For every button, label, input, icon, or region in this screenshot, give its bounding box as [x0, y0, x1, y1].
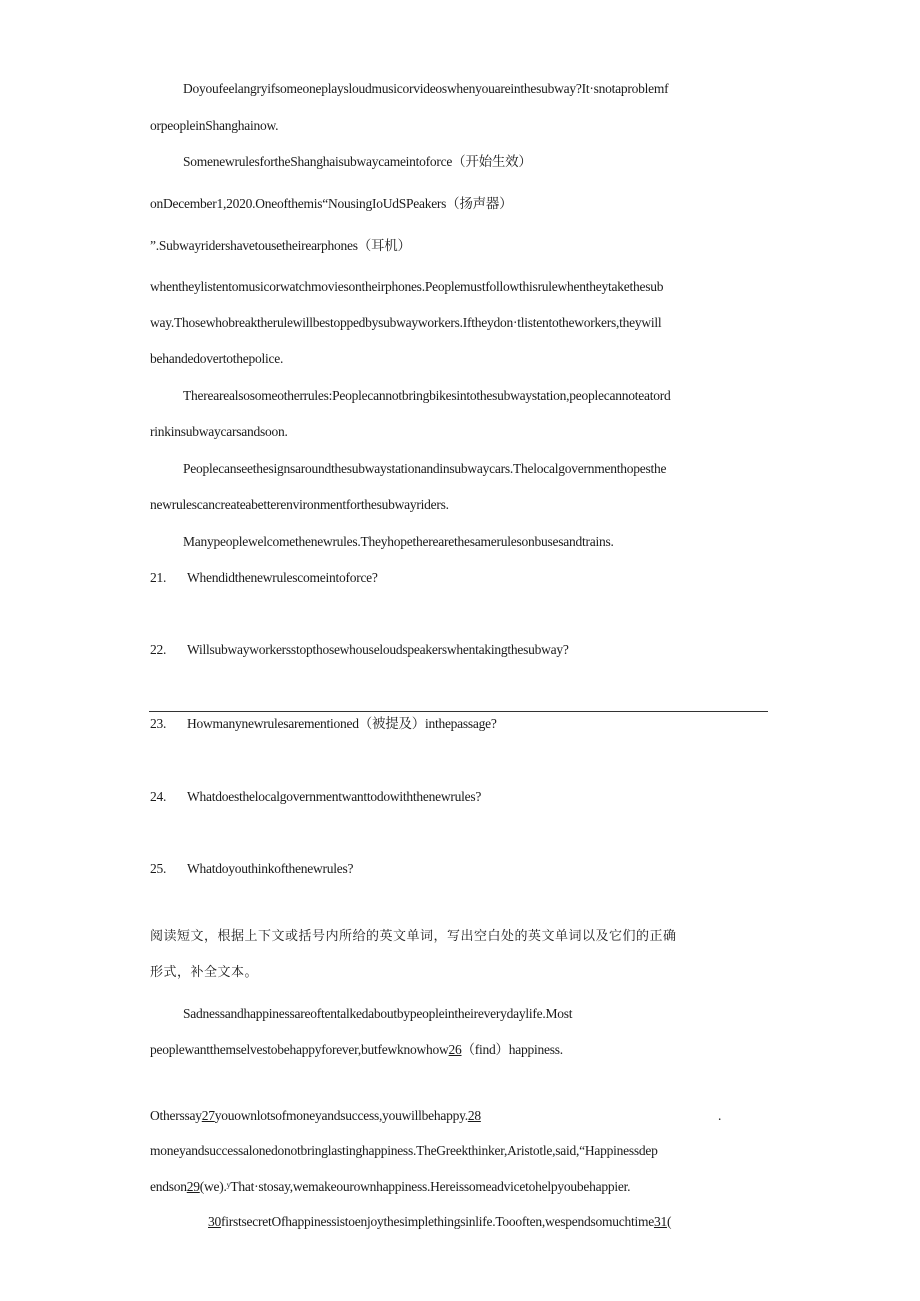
blank-28[interactable]: 28	[467, 1108, 481, 1123]
passage-line: whentheylistentomusicorwatchmoviesontheirphones.Peoplemustfollowthisrulewhentheytakethesub	[150, 279, 664, 294]
text: Otherssay	[150, 1108, 202, 1123]
blank-29[interactable]: 29	[186, 1179, 200, 1194]
question-21	[150, 569, 378, 587]
question-24	[150, 788, 481, 806]
question-25	[150, 860, 353, 878]
passage-line: behandedovertothepolice.	[150, 351, 284, 366]
text: endson	[150, 1179, 187, 1194]
instructions: 阅读短文，根据上下文或括号内所给的英文单词，写出空白处的英文单词以及它们的正确	[150, 929, 677, 944]
passage-line: way.Thosewhobreaktherulewillbestoppedbysubwayworkers.Iftheydon·tlistentotheworkers,theywill	[150, 315, 662, 330]
question-number: 23.	[150, 716, 167, 731]
passage-line	[208, 1213, 671, 1231]
blank-27[interactable]: 27	[201, 1108, 215, 1123]
passage-line: rinkinsubwaycarsandsoon.	[150, 424, 288, 439]
question-number: 24.	[150, 789, 167, 804]
question-number: 25.	[150, 861, 167, 876]
passage-line: SomenewrulesfortheShanghaisubwaycameintoforce（开始生效）	[183, 154, 532, 169]
text: firstsecretOfhappinessistoenjoythesimplethingsinlife.Toooften,wespendsomuchtime	[221, 1214, 654, 1229]
passage-line: Manypeoplewelcomethenewrules.Theyhopetherearethesamerulesonbusesandtrains.	[183, 534, 614, 549]
instructions: 形式，补全文本。	[150, 965, 259, 980]
answer-line[interactable]	[149, 711, 768, 712]
blank-26[interactable]: 26	[448, 1042, 462, 1057]
passage-line: ”.Subwayridershavetousetheirearphones（耳机）	[150, 238, 411, 253]
question-text: Whendidthenewrulescomeintoforce?	[187, 570, 378, 585]
blank-30[interactable]: 30	[208, 1214, 221, 1229]
question-23	[150, 715, 497, 733]
passage-line	[150, 1041, 563, 1059]
passage-line: Doyoufeelangryifsomeoneplaysloudmusicorvideoswhenyouareinthesubway?It·snotaproblemf	[183, 81, 669, 96]
passage-line	[150, 1178, 630, 1196]
question-text: Willsubwayworkersstopthosewhouseloudspeakerswhentakingthesubway?	[187, 642, 569, 657]
question-number: 22.	[150, 642, 167, 657]
passage-line: Therearealsosomeotherrules:Peoplecannotbringbikesintothesubwaystation,peoplecannoteatord	[183, 388, 671, 403]
question-text: Howmanynewrulesarementioned（被提及）inthepassage?	[187, 716, 497, 731]
question-22	[150, 641, 569, 659]
passage-line: moneyandsuccessalonedonotbringlastinghappiness.TheGreekthinker,Aristotle,said,“Happinessdep	[150, 1143, 658, 1158]
text: (	[666, 1214, 672, 1229]
passage-line: onDecember1,2020.Oneofthemis“NousingIoUdSPeakers（扬声器）	[150, 196, 513, 211]
text: （find）happiness.	[461, 1042, 563, 1057]
blank-31[interactable]: 31	[653, 1214, 667, 1229]
question-number: 21.	[150, 570, 167, 585]
passage-line: Sadnessandhappinessareoftentalkedaboutbypeopleintheireverydaylife.Most	[183, 1006, 573, 1021]
question-text: Whatdoyouthinkofthenewrules?	[187, 861, 354, 876]
period: .	[718, 1108, 722, 1123]
passage-line: Peoplecanseethesignsaroundthesubwaystationandinsubwaycars.Thelocalgovernmenthopesthe	[183, 461, 667, 476]
text: peoplewantthemselvestobehappyforever,butfewknowhow	[150, 1042, 449, 1057]
passage-line: orpeopleinShanghainow.	[150, 118, 279, 133]
text: (we).ʸThat·stosay,wemakeourownhappiness.Hereissomeadvicetohelpyoubehappier.	[199, 1179, 631, 1194]
passage-line	[150, 1107, 481, 1125]
text: youownlotsofmoneyandsuccess,youwillbehappy.	[214, 1108, 468, 1123]
question-text: Whatdoesthelocalgovernmentwanttodowiththenewrules?	[187, 789, 482, 804]
passage-line: newrulescancreateabetterenvironmentforthesubwayriders.	[150, 497, 449, 512]
